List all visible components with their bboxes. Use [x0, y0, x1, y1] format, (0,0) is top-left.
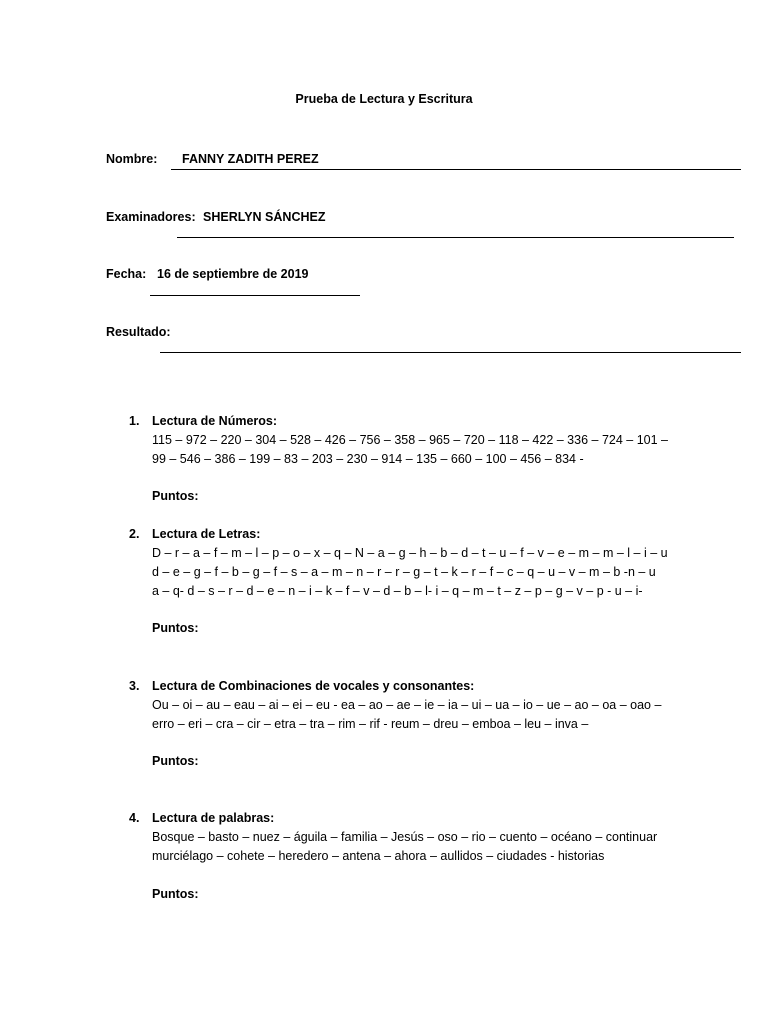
section-line: 115 – 972 – 220 – 304 – 528 – 426 – 756 – 358 – 965 – 720 – 118 – 422 – 336 – 724 – 101 – — [152, 433, 668, 447]
section-heading: Lectura de palabras: — [152, 811, 275, 825]
points-label: Puntos: — [152, 489, 199, 503]
section-number: 3. — [129, 679, 140, 693]
section-line: Ou – oi – au – eau – ai – ei – eu - ea – ao – ae – ie – ia – ui – ua – io – ue – ao – oa – oao – — [152, 698, 662, 712]
section-line: 99 – 546 – 386 – 199 – 83 – 203 – 230 – 914 – 135 – 660 – 100 – 456 – 834 - — [152, 452, 584, 466]
section-words — [129, 809, 689, 909]
date-value: 16 de septiembre de 2019 — [157, 267, 309, 281]
points-label: Puntos: — [152, 887, 199, 901]
section-line: d – e – g – f – b – g – f – s – a – m – n – r – r – g – t – k – r – f – c – q – u – v – m – b -n – u — [152, 565, 656, 579]
section-number: 2. — [129, 527, 140, 541]
examiners-underline — [177, 237, 734, 238]
section-line: a – q- d – s – r – d – e – n – i – k – f – v – d – b – l- i – q – m – t – z – p – g – v – p - u – i- — [152, 584, 643, 598]
name-underline — [171, 169, 741, 170]
section-number: 4. — [129, 811, 140, 825]
section-number: 1. — [129, 414, 140, 428]
examiners-label: Examinadores: — [106, 210, 196, 224]
section-numbers — [129, 412, 689, 512]
section-heading: Lectura de Combinaciones de vocales y consonantes: — [152, 679, 475, 693]
section-line: D – r – a – f – m – l – p – o – x – q – N – a – g – h – b – d – t – u – f – v – e – m – m – l – i – u — [152, 546, 668, 560]
name-label: Nombre: — [106, 152, 158, 166]
name-value: FANNY ZADITH PEREZ — [182, 152, 319, 166]
points-label: Puntos: — [152, 621, 199, 635]
examiners-value: SHERLYN SÁNCHEZ — [203, 210, 326, 224]
date-label: Fecha: — [106, 267, 147, 281]
section-line: erro – eri – cra – cir – etra – tra – rim – rif - reum – dreu – emboa – leu – inva – — [152, 717, 589, 731]
result-underline — [160, 352, 741, 353]
section-letters — [129, 525, 689, 645]
section-heading: Lectura de Números: — [152, 414, 278, 428]
document-title: Prueba de Lectura y Escritura — [295, 92, 473, 106]
section-line: Bosque – basto – nuez – águila – familia – Jesús – oso – rio – cuento – océano – continuar — [152, 830, 658, 844]
points-label: Puntos: — [152, 754, 199, 768]
result-label: Resultado: — [106, 325, 171, 339]
section-heading: Lectura de Letras: — [152, 527, 261, 541]
section-combinations — [129, 677, 689, 777]
date-underline — [150, 295, 360, 296]
section-line: murciélago – cohete – heredero – antena – ahora – aullidos – ciudades - historias — [152, 849, 605, 863]
